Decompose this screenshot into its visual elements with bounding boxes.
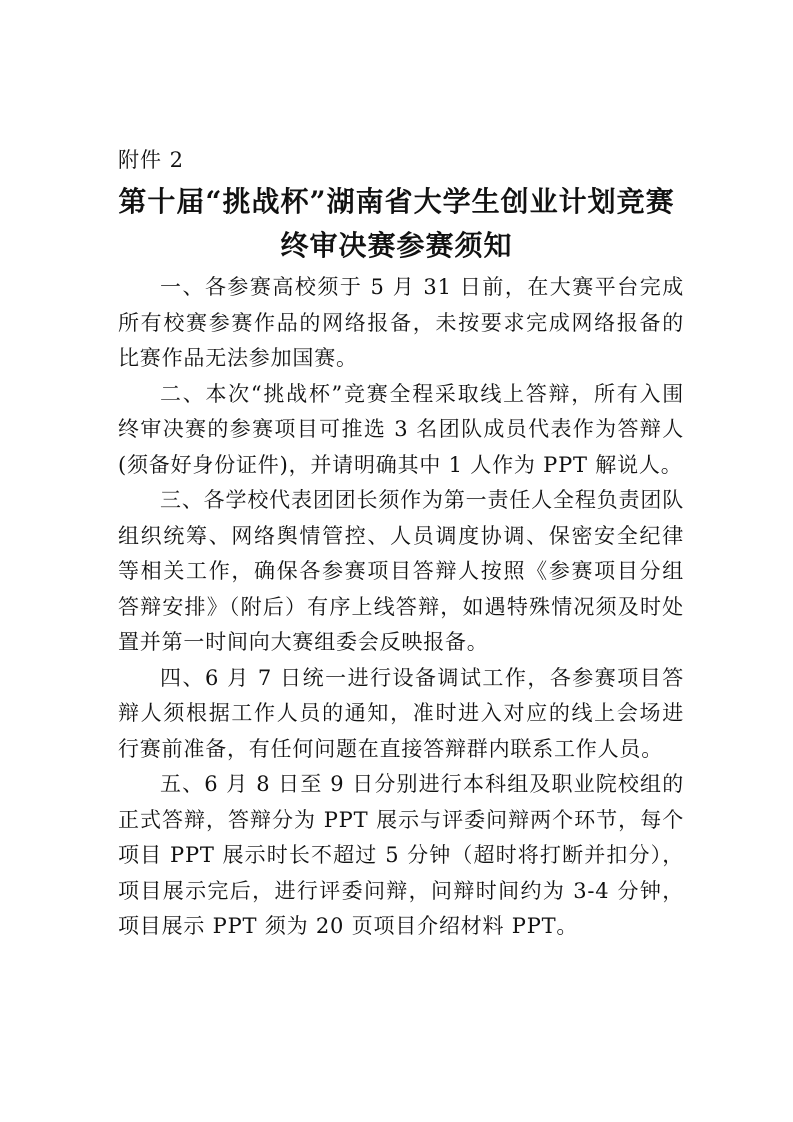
paragraph-1: 一、各参赛高校须于 5 月 31 日前，在大赛平台完成所有校赛参赛作品的网络报备，未按要求完成网络报备的比赛作品无法参加国赛。 <box>118 275 684 370</box>
paragraph-4: 四、6 月 7 日统一进行设备调试工作，各参赛项目答辩人须根据工作人员的通知，准时进入对应的线上会场进行赛前准备，有任何问题在直接答辩群内联系工作人员。 <box>118 665 684 761</box>
document-body <box>118 270 684 945</box>
document-title-line-2: 终审决赛参赛须知 <box>280 229 513 262</box>
document-title-line-1: 第十届“挑战杯”湖南省大学生创业计划竞赛 <box>118 185 675 218</box>
attachment-label: 附件 2 <box>118 148 185 172</box>
paragraph-3: 三、各学校代表团团长须作为第一责任人全程负责团队组织统筹、网络舆情管控、人员调度协调、保密安全纪律等相关工作，确保各参赛项目答辩人按照《参赛项目分组答辩安排》（附后）有序上线答辩，如遇特殊情况须及时处置并第一时间向大赛组委会反映报备。 <box>118 488 684 654</box>
paragraph-2: 二、本次“挑战杯”竞赛全程采取线上答辩，所有入围终审决赛的参赛项目可推选 3 名团队成员代表作为答辩人(须备好身份证件)，并请明确其中 1 人作为 PPT 解说人。 <box>118 381 684 477</box>
paragraph-5: 五、6 月 8 日至 9 日分别进行本科组及职业院校组的正式答辩，答辩分为 PPT 展示与评委问辩两个环节，每个项目 PPT 展示时长不超过 5 分钟（超时将打断并扣分），项目展示完后，进行评委问辩，问辩时间约为 3-4 分钟，项目展示 PPT 须为 20 页项目介绍材料 PPT。 <box>118 772 684 938</box>
